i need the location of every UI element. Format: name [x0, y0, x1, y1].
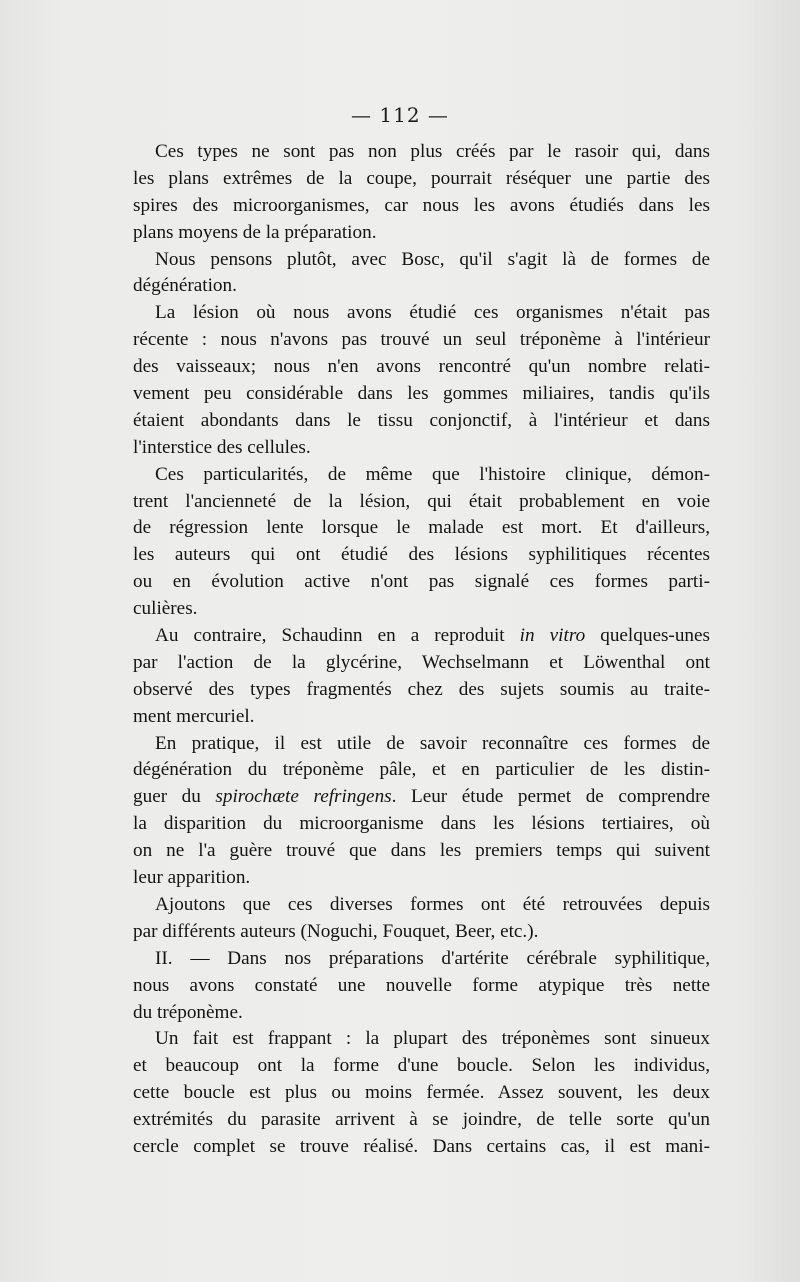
paragraph	[133, 139, 710, 247]
text-line: nous avons constaté une nouvelle forme atypique très nette	[133, 974, 710, 996]
text-line: En pratique, il est utile de savoir reconnaître ces formes de	[155, 732, 710, 754]
text-line: cercle complet se trouve réalisé. Dans certains cas, il est mani-	[133, 1135, 710, 1157]
paragraph	[133, 1026, 710, 1160]
text-line: Nous pensons plutôt, avec Bosc, qu'il s'agit là de formes de	[155, 248, 710, 270]
text-line: Ces types ne sont pas non plus créés par le rasoir qui, dans	[155, 141, 710, 162]
text-line: par l'action de la glycérine, Wechselmann et Löwenthal ont	[133, 651, 710, 673]
text-line: ou en évolution active n'ont pas signalé ces formes parti-	[133, 571, 710, 593]
text-line: l'interstice des cellules.	[133, 436, 311, 458]
body-text	[133, 139, 710, 1161]
paragraph	[133, 946, 710, 1027]
paragraph	[133, 462, 710, 623]
text-line: Au contraire, Schaudinn en a reproduit in vitro quelques-unes	[155, 625, 710, 647]
text-line: extrémités du parasite arrivent à se joindre, de telle sorte qu'un	[133, 1109, 710, 1131]
text-line: on ne l'a guère trouvé que dans les premiers temps qui suivent	[133, 840, 710, 862]
text-line: Ces particularités, de même que l'histoire clinique, démon-	[155, 463, 710, 485]
text-line: récente : nous n'avons pas trouvé un seul tréponème à l'intérieur	[133, 329, 710, 351]
text-line: leur apparition.	[133, 867, 251, 889]
text-line: les plans extrêmes de la coupe, pourrait réséquer une partie des	[133, 167, 710, 189]
text-line: plans moyens de la préparation.	[133, 221, 377, 243]
text-line: vement peu considérable dans les gommes miliaires, tandis qu'ils	[133, 383, 710, 405]
text-line: Ajoutons que ces diverses formes ont été retrouvées depuis	[155, 893, 710, 915]
text-line: II. — Dans nos préparations d'artérite cérébrale syphilitique,	[155, 947, 710, 969]
paragraph	[133, 731, 710, 892]
text-line: dégénération du tréponème pâle, et en particulier de les distin-	[133, 759, 710, 781]
text-line: cette boucle est plus ou moins fermée. Assez souvent, les deux	[133, 1082, 710, 1104]
paragraph	[133, 247, 710, 301]
text-line: par différents auteurs (Noguchi, Fouquet, Beer, etc.).	[133, 920, 539, 942]
paragraph	[133, 892, 710, 946]
text-line: culières.	[133, 598, 198, 620]
text-line: La lésion où nous avons étudié ces organismes n'était pas	[155, 302, 710, 324]
text-line: Un fait est frappant : la plupart des tréponèmes sont sinueux	[155, 1028, 710, 1050]
text-line: du tréponème.	[133, 1001, 243, 1023]
text-line: guer du spirochæte refringens. Leur étude permet de comprendre	[133, 786, 710, 808]
text-line: observé des types fragmentés chez des sujets soumis au traite-	[133, 678, 710, 700]
text-line: et beaucoup ont la forme d'une boucle. Selon les individus,	[133, 1055, 710, 1077]
text-line: spires des microorganismes, car nous les avons étudiés dans les	[133, 194, 710, 216]
italic-term: in vitro	[519, 625, 586, 647]
text-line: de régression lente lorsque le malade est mort. Et d'ailleurs,	[133, 517, 710, 539]
text-line: la disparition du microorganisme dans les lésions tertiaires, où	[133, 813, 710, 835]
italic-term: spirochæte refringens	[215, 786, 392, 808]
text-line: dégénération.	[133, 275, 237, 297]
text-line: étaient abondants dans le tissu conjonctif, à l'intérieur et dans	[133, 409, 710, 431]
text-line: ment mercuriel.	[133, 705, 255, 727]
paragraph	[133, 300, 710, 461]
text-line: les auteurs qui ont étudié des lésions syphilitiques récentes	[133, 544, 710, 566]
text-line: trent l'ancienneté de la lésion, qui était probablement en voie	[133, 490, 710, 512]
text-line: des vaisseaux; nous n'en avons rencontré qu'un nombre relati-	[133, 356, 710, 378]
paragraph	[133, 623, 710, 731]
page-number: — 112 —	[351, 103, 449, 127]
